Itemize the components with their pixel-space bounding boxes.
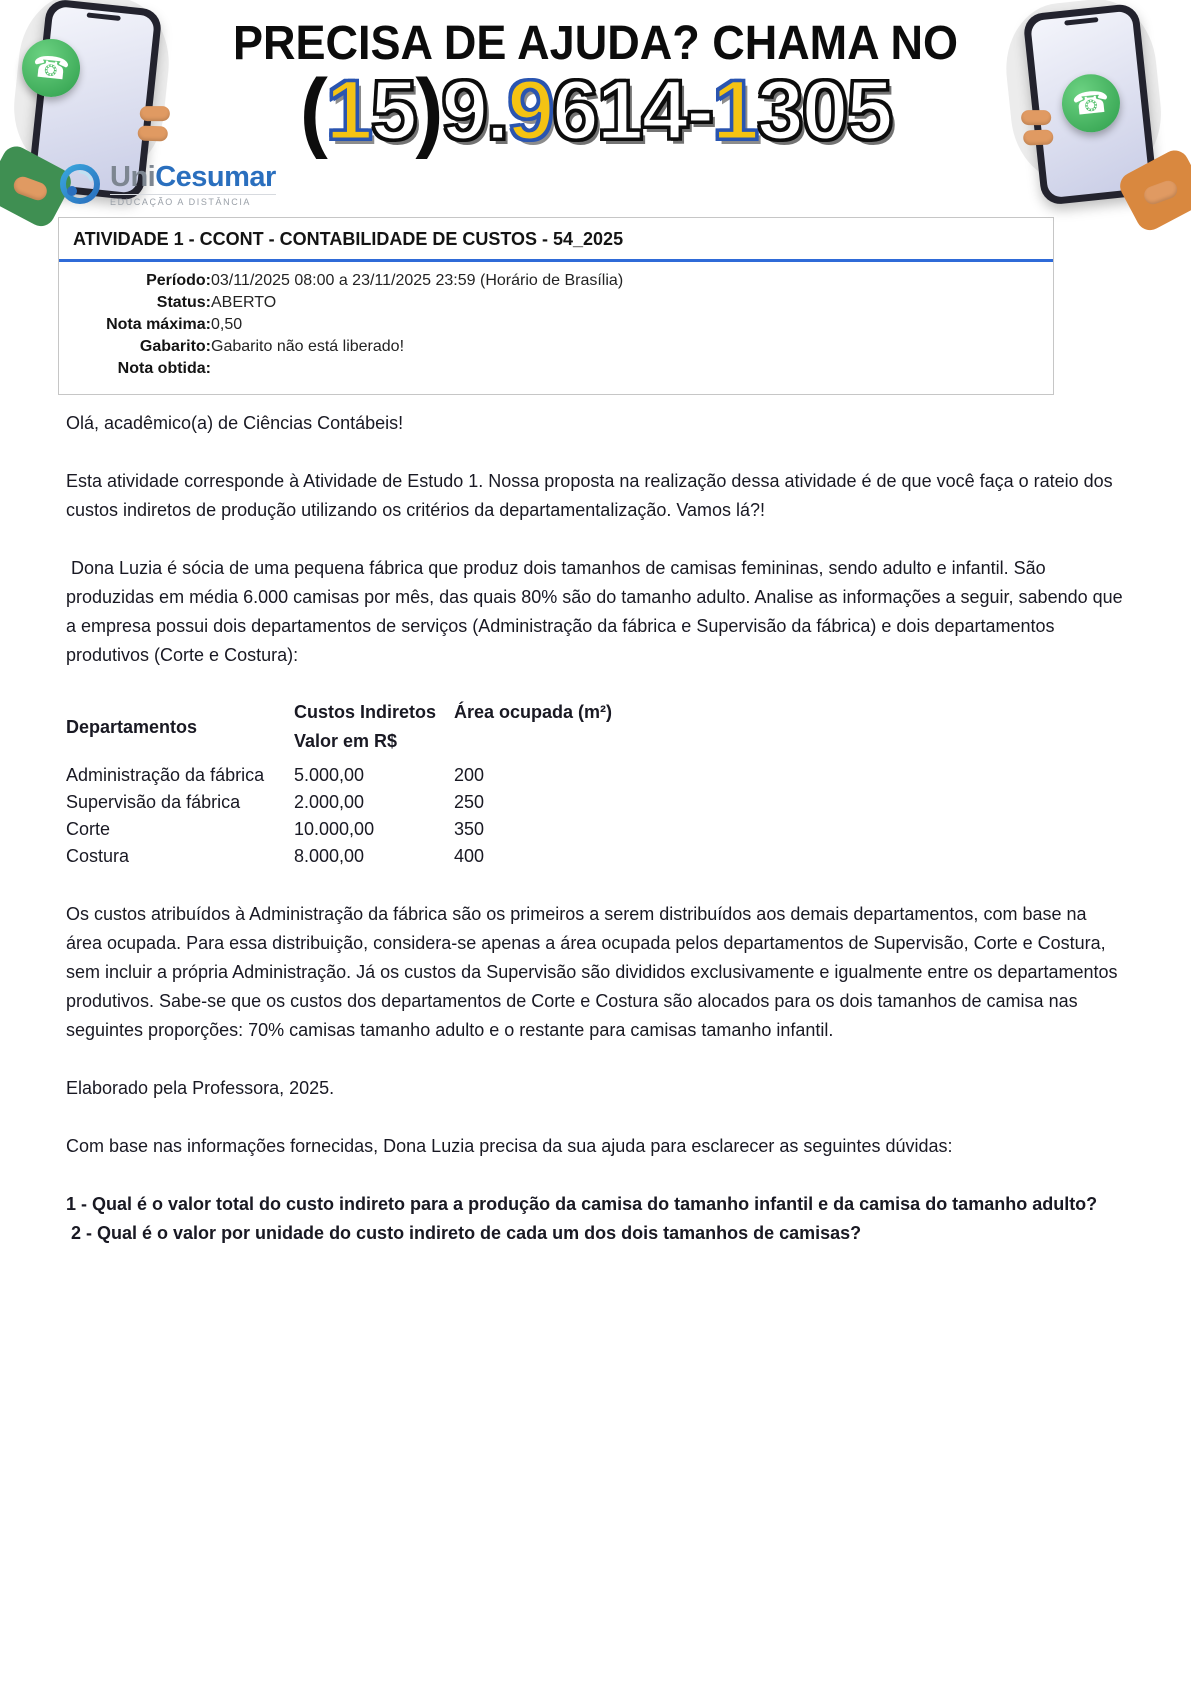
hand-finger [137, 125, 168, 141]
cell-dept: Administração da fábrica [66, 765, 265, 785]
meta-row-nota-maxima [59, 314, 1053, 336]
phone-digit-group: - [686, 63, 713, 157]
cell-area: 400 [454, 846, 485, 866]
cell-dept: Corte [66, 819, 111, 839]
col-header-area-ocupada: Área ocupada (m²) [454, 702, 613, 722]
cell-dept: Supervisão da fábrica [66, 792, 241, 812]
question-1: 1 - Qual é o valor total do custo indireto para a produção da camisa do tamanho infantil e da camisa do tamanho adulto? [66, 1194, 1098, 1214]
meta-row-nota-obtida [59, 358, 1053, 380]
scenario-paragraph: Dona Luzia é sócia de uma pequena fábrica que produz dois tamanhos de camisas femininas, sendo adulto e infantil. São produzidas em média 6.000 camisas por mês, das quais 80% são do tamanho adulto. Analise as informações a seguir, sabendo que a empresa possui dois departamentos de serviços (Administração da fábrica e Supervisão da fábrica) e dois departamentos produtivos (Corte e Costura): [66, 558, 1128, 665]
phone-digit-group: 5 [370, 63, 416, 157]
phone-glyph: ☎ [30, 49, 72, 87]
meta-row-gabarito [59, 336, 1053, 358]
phone-digit-group: 9 [507, 63, 553, 157]
table-row [66, 789, 1125, 816]
logo-uni-part: Uni [110, 161, 156, 193]
phone-digit-group: 1 [325, 63, 371, 157]
cell-custo: 5.000,00 [294, 765, 365, 785]
distribution-paragraph: Os custos atribuídos à Administração da fábrica são os primeiros a serem distribuídos aos demais departamentos, com base na área ocupada. Para essa distribuição, considera-se apenas a área ocupada pelos departamentos de Supervisão, Corte e Costura, sem incluir a própria Administração. Já os custos da Supervisão são divididos exclusivamente e igualmente entre os departamentos produtivos. Sabe-se que os custos dos departamentos de Corte e Costura são alocados para os dois tamanhos de camisa nas seguintes proporções: 70% camisas tamanho adulto e o restante para camisas tamanho infantil. [66, 904, 1123, 1040]
greeting-paragraph: Olá, acadêmico(a) de Ciências Contábeis! [66, 413, 404, 433]
meta-value: 03/11/2025 08:00 a 23/11/2025 23:59 (Horário de Brasília) [211, 272, 624, 289]
hand-finger [1021, 110, 1051, 125]
logo-text [110, 162, 276, 207]
meta-label: Nota obtida: [117, 360, 211, 377]
logo-wordmark [110, 162, 276, 192]
activity-meta [59, 262, 1053, 394]
activity-title: ATIVIDADE 1 - CCONT - CONTABILIDADE DE CUSTOS - 54_2025 [73, 229, 624, 249]
col-header-custos-line1: Custos Indiretos [294, 702, 437, 722]
cost-table-header [66, 698, 1125, 756]
credit-paragraph: Elaborado pela Professora, 2025. [66, 1078, 335, 1098]
cell-area: 250 [454, 792, 485, 812]
col-header-custos-indiretos [294, 698, 454, 756]
meta-label: Nota máxima: [106, 316, 211, 333]
phone-digit-group: 1 [712, 63, 757, 157]
questions-block [66, 1190, 1125, 1248]
phone-glyph: ☎ [1070, 84, 1112, 122]
phone-digit-group: 305 [756, 63, 892, 157]
meta-value: 0,50 [211, 316, 243, 333]
table-row [66, 843, 1125, 870]
intro-paragraph: Esta atividade corresponde à Atividade de Estudo 1. Nossa proposta na realização dessa atividade é de que você faça o rateio dos custos indiretos de produção utilizando os critérios da departamentalização. Vamos lá?! [66, 471, 1118, 520]
unicesumar-logo-icon [58, 162, 102, 206]
activity-header-box [58, 217, 1054, 395]
cell-area: 200 [454, 765, 485, 785]
col-header-custos-line2: Valor em R$ [294, 731, 398, 751]
col-header-departamentos: Departamentos [66, 716, 198, 737]
meta-row-status [59, 292, 1053, 314]
meta-label: Período: [146, 272, 211, 289]
cell-dept: Costura [66, 846, 130, 866]
unicesumar-logo [58, 162, 1191, 207]
meta-row-periodo [59, 270, 1053, 292]
meta-value [211, 358, 1053, 380]
cell-custo: 10.000,00 [294, 819, 375, 839]
cell-area: 350 [454, 819, 485, 839]
table-row [66, 816, 1125, 843]
phone-digit-group: 9. [441, 63, 508, 157]
phone-digit-group: ) [415, 60, 442, 160]
meta-value: ABERTO [211, 294, 277, 311]
table-row [66, 762, 1125, 789]
meta-label: Status: [156, 294, 211, 311]
cost-table [66, 698, 1125, 870]
prompt-paragraph: Com base nas informações fornecidas, Dona Luzia precisa da sua ajuda para esclarecer as seguintes dúvidas: [66, 1136, 953, 1156]
hand-finger [140, 106, 170, 121]
meta-value: Gabarito não está liberado! [211, 338, 405, 355]
phone-digit-group: 614 [552, 63, 687, 157]
meta-label: Gabarito: [139, 338, 211, 355]
hand-finger [1023, 129, 1054, 145]
cell-custo: 8.000,00 [294, 846, 365, 866]
logo-cesumar-part: Cesumar [155, 161, 276, 193]
help-banner [0, 0, 1191, 160]
cell-custo: 2.000,00 [294, 792, 365, 812]
phone-digit-group: ( [299, 60, 326, 160]
banner-headline: PRECISA DE AJUDA? CHAMA NO [232, 14, 959, 70]
logo-tagline: EDUCAÇÃO A DISTÂNCIA [110, 194, 276, 207]
activity-body [66, 409, 1128, 1248]
question-2: 2 - Qual é o valor por unidade do custo indireto de cada um dos dois tamanhos de camisas? [66, 1223, 862, 1243]
